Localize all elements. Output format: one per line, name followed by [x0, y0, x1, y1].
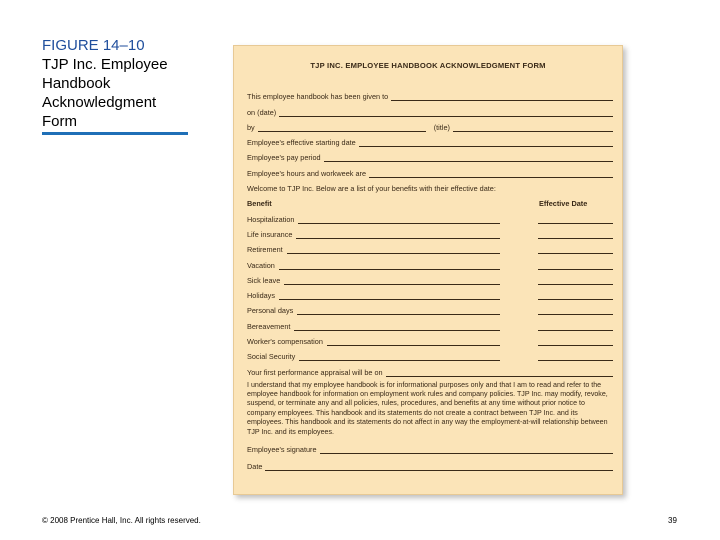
benefit-cell — [247, 276, 500, 285]
signature-line — [320, 445, 613, 454]
benefit-line — [279, 291, 500, 300]
disclaimer-paragraph: I understand that my employee handbook is for informational purposes only and that I am to read and refer to the employee handbook for information on employment work rules and company policies. TJP Inc. may modify, revoke, suspend, or terminate any and all policies, rules, procedures, and benefits at any time without prior notice to company employees. This handbook and its statements do not create a contract between TJP Inc. and its employees. This handbook and its statements do not affect in any way the employment-at-will relationship between TJP Inc. and its employees. — [247, 380, 608, 436]
benefit-cell — [247, 322, 500, 331]
benefit-cell — [247, 291, 500, 300]
effective-date-header: Effective Date — [539, 199, 588, 209]
by-line — [258, 123, 426, 132]
benefit-row — [247, 315, 613, 330]
benefit-line — [297, 306, 500, 315]
acknowledgment-form — [233, 45, 623, 495]
title-line — [453, 123, 613, 132]
benefit-cell — [247, 337, 500, 346]
benefit-label: Sick leave — [247, 275, 281, 285]
pay-period-label: Employee's pay period — [247, 153, 321, 163]
effective-date-line — [538, 306, 613, 315]
benefit-header-row — [247, 193, 613, 208]
appraisal-line — [386, 368, 613, 377]
effective-date-line — [538, 322, 613, 331]
benefit-cell — [247, 245, 500, 254]
benefit-line — [327, 337, 500, 346]
benefit-label: Vacation — [247, 260, 275, 270]
signature-row — [247, 437, 613, 454]
benefit-cell — [247, 306, 500, 315]
caption-underline — [42, 132, 188, 135]
effective-date-line — [538, 276, 613, 285]
start-date-row — [247, 132, 613, 147]
benefit-cell — [247, 352, 500, 361]
effective-date-line — [538, 352, 613, 361]
benefit-line — [284, 276, 500, 285]
appraisal-row — [247, 361, 613, 376]
copyright-footer: © 2008 Prentice Hall, Inc. All rights reserved. — [42, 516, 201, 525]
start-date-line — [359, 138, 613, 147]
benefit-label: Retirement — [247, 245, 283, 255]
benefit-label: Personal days — [247, 306, 294, 316]
given-to-label: This employee handbook has been given to — [247, 92, 389, 102]
pay-period-row — [247, 147, 613, 162]
benefit-label: Holidays — [247, 291, 275, 301]
benefit-cell — [247, 230, 500, 239]
effective-date-line — [538, 337, 613, 346]
signature-label: Employee's signature — [247, 445, 317, 455]
benefit-row — [247, 208, 613, 223]
benefit-label: Bereavement — [247, 321, 291, 331]
benefit-line — [287, 245, 500, 254]
benefit-row — [247, 239, 613, 254]
figure-caption — [42, 36, 192, 131]
form-title: TJP INC. EMPLOYEE HANDBOOK ACKNOWLEDGMENT FORM — [310, 61, 546, 70]
on-date-label: on (date) — [247, 107, 277, 117]
welcome-text: Welcome to TJP Inc. Below are a list of your benefits with their effective date: — [247, 184, 496, 194]
benefit-line — [279, 261, 500, 270]
effective-date-line — [538, 261, 613, 270]
by-label: by — [247, 122, 255, 132]
appraisal-label: Your first performance appraisal will be on — [247, 367, 383, 377]
page-number: 39 — [668, 516, 677, 525]
effective-date-line — [538, 215, 613, 224]
benefit-row — [247, 270, 613, 285]
given-to-row — [247, 86, 613, 101]
benefit-label: Life insurance — [247, 229, 293, 239]
benefit-cell — [247, 261, 500, 270]
benefit-label: Hospitalization — [247, 214, 295, 224]
benefit-row — [247, 346, 613, 361]
benefit-row — [247, 285, 613, 300]
figure-number: FIGURE 14–10 — [42, 37, 145, 54]
on-date-row — [247, 101, 613, 116]
benefit-label: Worker's compensation — [247, 337, 323, 347]
date-row — [247, 454, 613, 471]
start-date-label: Employee's effective starting date — [247, 138, 356, 148]
figure-title: TJP Inc. Employee Handbook Acknowledgment Form — [42, 56, 168, 130]
hours-line — [369, 169, 613, 178]
effective-date-line — [538, 230, 613, 239]
benefit-row — [247, 254, 613, 269]
given-to-line — [391, 92, 613, 101]
hours-label: Employee's hours and workweek are — [247, 168, 367, 178]
effective-date-line — [538, 291, 613, 300]
benefit-list — [247, 208, 613, 361]
benefit-line — [298, 215, 500, 224]
on-date-line — [279, 108, 613, 117]
title-label: (title) — [433, 122, 450, 132]
date-line — [265, 462, 613, 471]
benefit-line — [296, 230, 500, 239]
benefit-line — [294, 322, 500, 331]
benefit-row — [247, 300, 613, 315]
benefit-row — [247, 224, 613, 239]
pay-period-line — [324, 153, 613, 162]
hours-row — [247, 162, 613, 177]
form-body — [247, 86, 613, 471]
benefit-label: Social Security — [247, 352, 296, 362]
effective-date-line — [538, 245, 613, 254]
date-label: Date — [247, 462, 263, 472]
by-row — [247, 117, 613, 132]
benefit-row — [247, 331, 613, 346]
benefit-line — [299, 352, 500, 361]
benefit-header: Benefit — [247, 199, 272, 209]
benefit-cell — [247, 215, 500, 224]
